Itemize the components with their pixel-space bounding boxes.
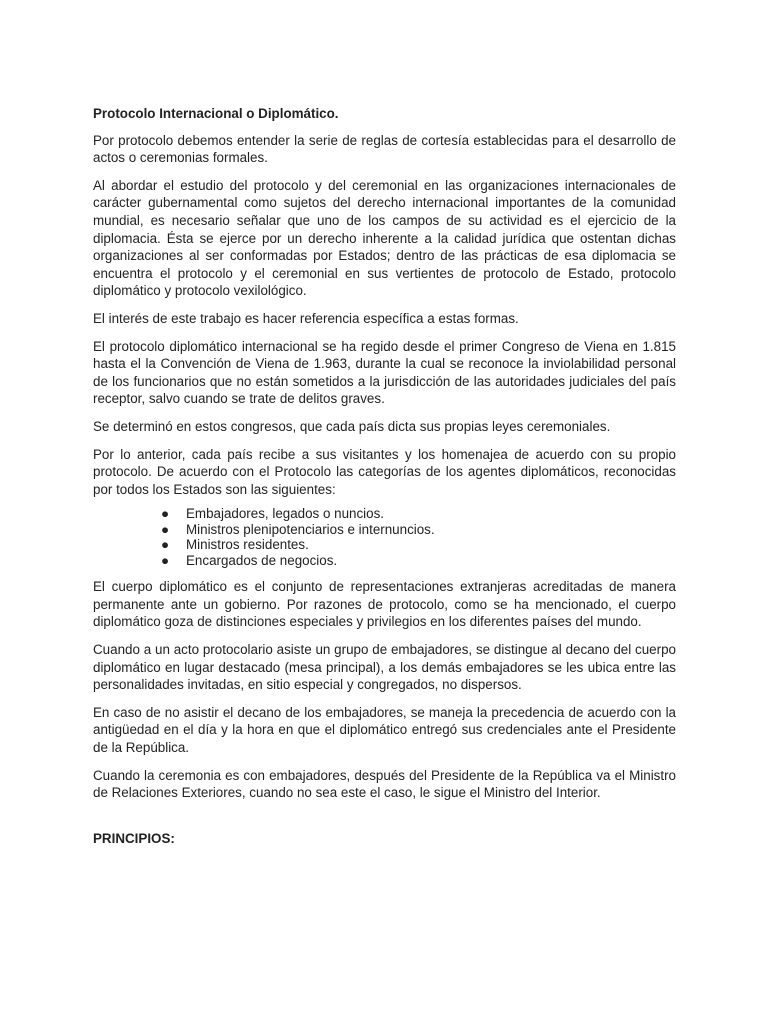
- list-item: [161, 537, 676, 553]
- bullet-icon: ●: [161, 552, 170, 568]
- paragraph: Por lo anterior, cada país recibe a sus visitantes y los homenajea de acuerdo con su propio protocolo. De acuerdo con el Protocolo las categorías de los agentes diplomáticos, reconocidas por todos los Estados son las siguientes:: [93, 446, 676, 497]
- list-item-text: Ministros residentes.: [186, 537, 309, 553]
- list-item: [161, 553, 676, 569]
- list-item: [161, 522, 676, 538]
- paragraph: Se determinó en estos congresos, que cada país dicta sus propias leyes ceremoniales.: [93, 418, 611, 434]
- paragraph: Por protocolo debemos entender la serie de reglas de cortesía establecidas para el desarrollo de actos o ceremonias formales.: [93, 132, 676, 166]
- section-heading: PRINCIPIOS:: [93, 830, 175, 846]
- list-item: [161, 506, 676, 522]
- bullet-icon: ●: [161, 506, 170, 522]
- paragraph: El interés de este trabajo es hacer referencia específica a estas formas.: [93, 310, 519, 326]
- paragraph: Cuando a un acto protocolario asiste un grupo de embajadores, se distingue al decano del cuerpo diplomático en lugar destacado (mesa principal), a los demás embajadores se les ubica entre las personalidades invitadas, en sitio especial y congregados, no dispersos.: [93, 642, 676, 693]
- paragraph: Al abordar el estudio del protocolo y del ceremonial en las organizaciones internacionales de carácter gubernamental como sujetos del derecho internacional importantes de la comunidad mundial, es necesario señalar que uno de los campos de su actividad es el ejercicio de la diplomacia. Ésta se ejerce por un derecho inherente a la calidad jurídica que ostentan dichas organizaciones al ser conformadas por Estados; dentro de las prácticas de esa diplomacia se encuentra el protocolo y el ceremonial en sus vertientes de protocolo de Estado, protocolo diplomático y protocolo vexilológico.: [93, 177, 676, 299]
- bullet-icon: ●: [161, 521, 170, 537]
- paragraph: El protocolo diplomático internacional se ha regido desde el primer Congreso de Viena en 1.815 hasta el la Convención de Viena de 1.963, durante la cual se reconoce la inviolabilidad personal de los funcionarios que no están sometidos a la jurisdicción de las autoridades judiciales del país receptor, salvo cuando se trate de delitos graves.: [93, 338, 676, 407]
- bullet-icon: ●: [161, 537, 170, 553]
- list-item-text: Ministros plenipotenciarios e internuncios.: [186, 521, 435, 537]
- list-item-text: Embajadores, legados o nuncios.: [186, 506, 385, 522]
- document-page: [93, 105, 676, 847]
- diplomatic-categories-list: [161, 506, 676, 568]
- paragraph: Cuando la ceremonia es con embajadores, después del Presidente de la República va el Ministro de Relaciones Exteriores, cuando no sea este el caso, le sigue el Ministro del Interior.: [93, 767, 676, 801]
- paragraph: En caso de no asistir el decano de los embajadores, se maneja la precedencia de acuerdo con la antigüedad en el día y la hora en que el diplomático entregó sus credenciales ante el Presidente de la República.: [93, 704, 676, 756]
- list-item-text: Encargados de negocios.: [186, 552, 338, 568]
- document-title: Protocolo Internacional o Diplomático.: [93, 106, 339, 121]
- paragraph: El cuerpo diplomático es el conjunto de representaciones extranjeras acreditadas de manera permanente ante un gobierno. Por razones de protocolo, como se ha mencionado, el cuerpo diplomático goza de distinciones especiales y privilegios en los diferentes países del mundo.: [93, 579, 676, 630]
